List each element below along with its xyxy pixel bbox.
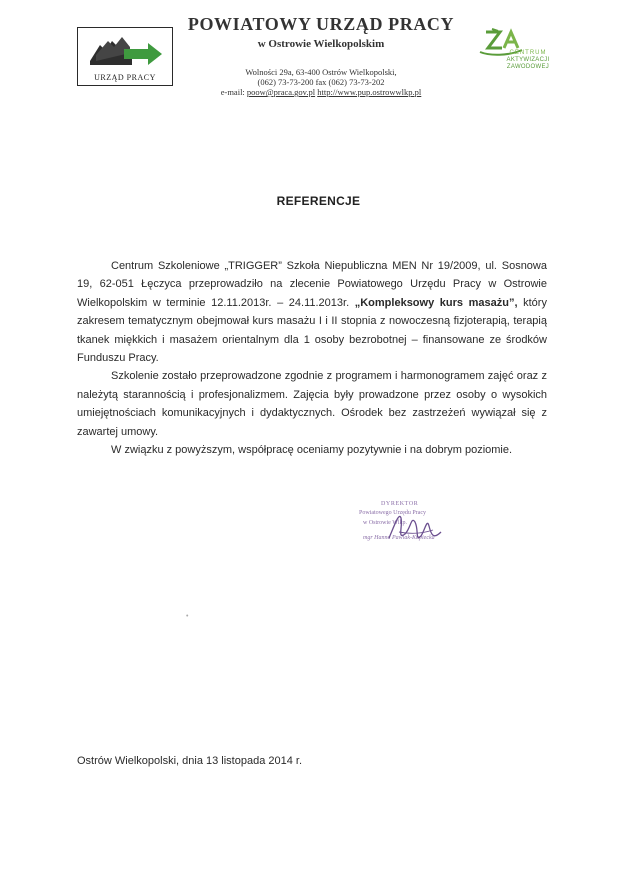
office-logo-icon bbox=[84, 31, 166, 71]
partner-logo-line3: ZAWODOWEJ bbox=[506, 64, 550, 70]
stamp-line-1: DYREKTOR bbox=[381, 501, 419, 507]
partner-logo-line1: CENTRUM bbox=[509, 50, 547, 56]
paragraph-1-text-b: który zakresem tematycznym obejmował kurs masażu I i II stopnia z nowoczesną fizjoterapią, terapią tkanek miękkich i masażem orientalnym dla 1 osoby bezrobotnej – finansowane ze środków Funduszu Pracy. bbox=[77, 296, 547, 365]
document-title: REFERENCJE bbox=[276, 194, 361, 208]
scan-speck: • bbox=[186, 613, 189, 620]
office-address: Wolności 29a, 63-400 Ostrów Wielkopolski, bbox=[245, 67, 397, 77]
office-logo bbox=[77, 27, 173, 86]
signature-icon bbox=[385, 504, 445, 548]
partner-logo bbox=[474, 28, 554, 83]
paragraph-3: W związku z powyższym, współpracę oceniamy pozytywnie i na dobrym poziomie. bbox=[111, 444, 513, 457]
office-name: POWIATOWY URZĄD PRACY bbox=[187, 14, 455, 34]
office-logo-caption: URZĄD PRACY bbox=[94, 73, 156, 82]
email-link[interactable]: poow@praca.gov.pl bbox=[246, 87, 316, 97]
website-link[interactable]: http://www.pup.ostrowwlkp.pl bbox=[317, 87, 422, 97]
partner-logo-text bbox=[498, 50, 558, 71]
place-and-date: Ostrów Wielkopolski, dnia 13 listopada 2014 r. bbox=[77, 755, 303, 767]
office-contact-line bbox=[178, 87, 464, 97]
course-name: „Kompleksowy kurs masażu”, bbox=[354, 296, 518, 309]
stamp-line-2: Powiatowego Urzędu Pracy bbox=[359, 510, 426, 516]
paragraph-2: Szkolenie zostało przeprowadzone zgodnie z programem i harmonogramem zajęć oraz z należytą starannością i profesjonalizmem. Zajęcia były prowadzone przez osoby o wysokich umiejętnościach komunikacyjnych i dydaktycznych. Ośrodek bez zastrzeżeń wywiązał się z zawartej umowy. bbox=[77, 370, 547, 438]
paragraph-1-text-a: Centrum Szkoleniowe „TRIGGER” Szkoła Niepubliczna MEN Nr 19/2009, ul. Sosnowa 19, 62-051 Łęczyca przeprowadziło na zlecenie Powiatowego Urzędu Pracy w Ostrowie Wielkopolskim w terminie 12.11.2013r. – 24.11.2013r. bbox=[77, 260, 547, 309]
stamp-line-3: w Ostrowie Wlkp. bbox=[363, 520, 408, 526]
office-location: w Ostrowie Wielkopolskim bbox=[257, 38, 385, 50]
email-label: e-mail: bbox=[220, 87, 245, 97]
document-body bbox=[77, 257, 547, 459]
partner-logo-line2: AKTYWIZACJI bbox=[506, 57, 550, 63]
office-phone: (062) 73-73-200 fax (062) 73-73-202 bbox=[257, 77, 385, 87]
stamp-line-4: mgr Hanna Pawlak-Kupiecka bbox=[363, 535, 435, 541]
paragraph-1 bbox=[77, 257, 547, 367]
director-stamp bbox=[345, 498, 455, 550]
